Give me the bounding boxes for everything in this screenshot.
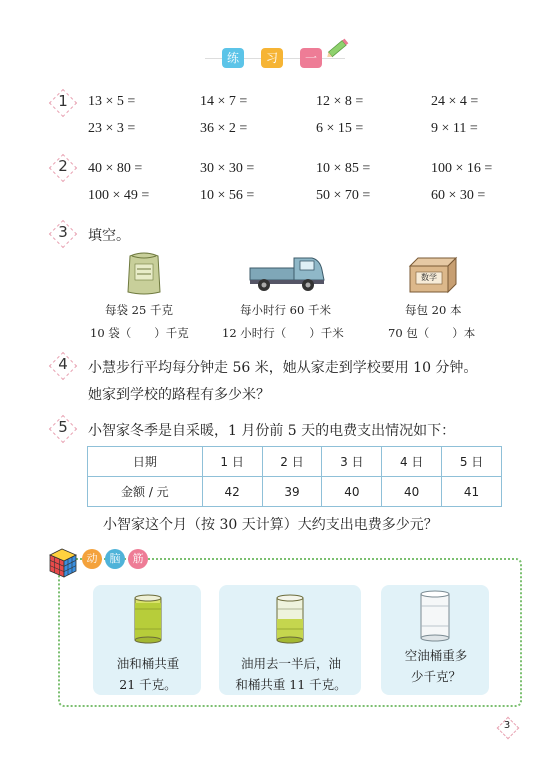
card-1-line-2: 21 千克。: [119, 677, 177, 692]
q2-expr: 30 × 30 =: [200, 161, 255, 176]
card-2-line-2: 和桶共重 11 千克。: [235, 677, 347, 692]
q5-line-2: 小智家这个月（按 30 天计算）大约支出电费多少元？: [103, 517, 438, 533]
table-cell: 4 日: [382, 447, 442, 477]
rice-sack-icon: [124, 250, 164, 296]
puzzle-card-1: [93, 585, 201, 695]
table-cell: 42: [202, 477, 262, 507]
empty-oil-can-icon: [419, 589, 451, 643]
q1-expr: 24 × 4 =: [431, 94, 479, 109]
question-3-number: 3: [48, 219, 78, 249]
question-1-number: 1: [48, 88, 78, 118]
half-oil-can-icon: [275, 593, 305, 645]
header-char-1: 练: [222, 48, 244, 68]
q3-rate-1: 每袋 25 千克: [105, 303, 173, 317]
q1-expr: 14 × 7 =: [200, 94, 248, 109]
truck-icon: [248, 252, 328, 294]
q3-rate-3: 每包 20 本: [405, 303, 462, 317]
card-3-line-1: 空油桶重多: [404, 648, 468, 663]
header-char-3: 一: [300, 48, 322, 68]
badge-char-1: 动: [82, 549, 102, 569]
puzzle-card-3: [381, 585, 489, 695]
book-box-icon: [406, 254, 458, 294]
q2-expr: 10 × 56 =: [200, 188, 255, 203]
q2-expr: 100 × 16 =: [431, 161, 493, 176]
card-1-line-1: 油和桶共重: [116, 656, 180, 671]
q4-line-1: 小慧步行平均每分钟走 56 米，她从家走到学校要用 10 分钟。: [88, 360, 478, 376]
q2-expr: 50 × 70 =: [316, 188, 371, 203]
page-number: 3: [503, 720, 511, 731]
q4-line-2: 她家到学校的路程有多少米？: [88, 387, 270, 403]
rubiks-cube-icon: [46, 545, 80, 579]
card-3-line-2: 少千克？: [410, 669, 461, 684]
table-cell: 39: [262, 477, 322, 507]
q1-expr: 12 × 8 =: [316, 94, 364, 109]
q3-blank-3: 70 包（ ）本: [388, 326, 476, 340]
table-cell: 1 日: [202, 447, 262, 477]
q3-blank-1: 10 袋（ ）千克: [90, 326, 189, 340]
question-5-number: 5: [48, 414, 78, 444]
badge-char-2: 脑: [105, 549, 125, 569]
table-cell: 3 日: [322, 447, 382, 477]
question-4-number: 4: [48, 351, 78, 381]
badge-char-3: 筋: [128, 549, 148, 569]
table-cell: 41: [442, 477, 502, 507]
q1-expr: 13 × 5 =: [88, 94, 136, 109]
card-2-line-1: 油用去一半后，油: [240, 656, 341, 671]
table-header-row: [88, 447, 502, 477]
pencil-icon: [324, 34, 352, 62]
table-cell: 40: [382, 477, 442, 507]
full-oil-can-icon: [133, 593, 163, 645]
table-cell: 5 日: [442, 447, 502, 477]
table-cell: 日期: [88, 447, 203, 477]
q2-expr: 40 × 80 =: [88, 161, 143, 176]
page-number-badge: [496, 716, 518, 738]
table-cell: 金额 / 元: [88, 477, 203, 507]
puzzle-card-2: [219, 585, 361, 695]
q1-expr: 36 × 2 =: [200, 121, 248, 136]
table-row: [88, 477, 502, 507]
q3-rate-2: 每小时行 60 千米: [240, 303, 331, 317]
q1-expr: 9 × 11 =: [431, 121, 478, 136]
table-cell: 40: [322, 477, 382, 507]
q1-expr: 23 × 3 =: [88, 121, 136, 136]
q1-expr: 6 × 15 =: [316, 121, 364, 136]
electricity-table: [87, 446, 502, 507]
q2-expr: 10 × 85 =: [316, 161, 371, 176]
q3-title: 填空。: [88, 228, 130, 244]
table-cell: 2 日: [262, 447, 322, 477]
q5-line-1: 小智家冬季是自采暖，1 月份前 5 天的电费支出情况如下：: [88, 423, 456, 439]
question-2-number: 2: [48, 153, 78, 183]
q3-blank-2: 12 小时行（ ）千米: [222, 326, 344, 340]
q2-expr: 100 × 49 =: [88, 188, 150, 203]
header-char-2: 习: [261, 48, 283, 68]
q2-expr: 60 × 30 =: [431, 188, 486, 203]
box-label: 数学: [421, 273, 437, 282]
